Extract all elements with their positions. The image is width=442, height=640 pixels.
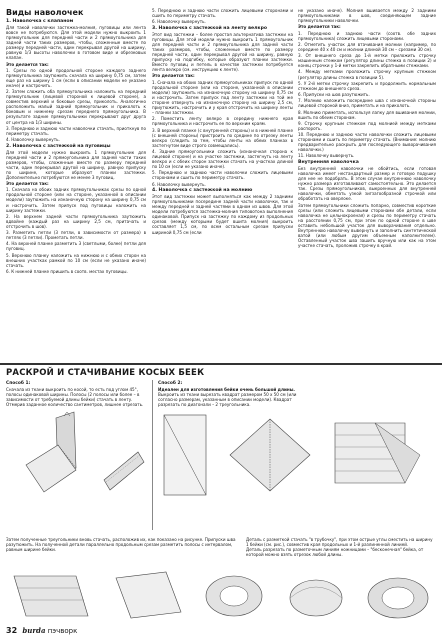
text-column-1 bbox=[6, 8, 146, 275]
column-divider bbox=[152, 380, 153, 530]
section-divider bbox=[0, 363, 442, 365]
paragraph: 5. Переднюю и заднюю части наволочки сложить лицевыми сторонами и сшить по периметру стачать. bbox=[152, 170, 293, 181]
method-1-caption bbox=[6, 381, 146, 407]
method-2-text-2: Деталь с разметкой стачать "в трубочку", при этом острые углы сместить на ширину 1 бейки (см. рис.), совместив края продольных и 1-й разлиненной линией. bbox=[246, 537, 433, 548]
paragraph: 3. От внешнего среза до 1-й метки приложить строчку машинным стежком (регулятор длины стежка в позиции 2) и конец строчки у 1-й метки закрепить обратными стежками. bbox=[298, 53, 436, 69]
paragraph: 3. Разметить петли (3 петли, в зависимости от размера) в петлях (3 петли). Прометать петли. bbox=[6, 230, 146, 241]
paragraph: 4. Между метками проложить строчку крупным стежком (регулятор длины стежка в позиции 5). bbox=[298, 69, 436, 80]
paragraph: 1. Сначала на обоих задних прямоугольниках припуск по одной продольной стороне (или на стороне, указанной в описании модели) заутюжить на изнаночную сторону на ширину 0,75 см и настрочить. Затем припуск под ленту застежки на той же стороне отвернуть на изнаночную сторону на ширину 2,5 см, приутюжить, настрочить и у края отстрочить на ширину ленты – планки застежки. bbox=[152, 79, 293, 115]
method-2-caption bbox=[158, 381, 308, 407]
paragraph: Без внутренней наволочки не обойтись, если готовая наволочка имеет нестандартный размер и готовую подушку для нее не подобрать. В этом случае внутреннюю наволочку нужно размера изготавливают самостоятельно. Это делается так. Срезы прямоугольников, выкроенных для внутренней наволочки, обметать узкой зигзагообразной строчкой или обработать на оверлоке. bbox=[298, 166, 436, 202]
paragraph: 1. Срезы по одной продольной стороне каждого заднего прямоугольника заутюжить сначала на ширину 0,75 см, затем еще раз на ширину 1 см (если в описании модели не указано иначе) и настрочить. bbox=[6, 67, 146, 88]
subsection-title-zipper: 4. Наволочка с застежкой на молнию bbox=[152, 188, 253, 194]
paragraph: 6. Наволочку вывернуть. bbox=[152, 181, 206, 187]
section-title: Виды наволочек bbox=[6, 8, 84, 17]
paragraph: 2. На верхнем задней части прямоугольника заутюжить вдвойне (каждый раз на ширину 2,5 см, притачать и отстрочить в шов). bbox=[6, 213, 146, 229]
method-2-text: Выкроить из ткани вырезать квадрат размером 50 х 50 см (или согласно размерам, указанным в описании модели). Квадрат разрезать по диагонали – 2 треугольника. bbox=[158, 392, 297, 408]
page-footer bbox=[6, 626, 77, 636]
instructions-label: Это делается так: bbox=[298, 24, 341, 30]
brand-subtitle: пэчворк bbox=[47, 627, 78, 635]
text-column-3 bbox=[298, 8, 436, 249]
paragraph: 2. Отметить участок для втачивания молнии (например, по середине 40 х 40 см и молнии длиной 30 см – срезами 30 см). bbox=[298, 41, 436, 52]
paragraph: 1. Переднюю и заднюю части (соотв. обе задних прямоугольника) сложить лицевыми сторонами. bbox=[298, 30, 436, 41]
paragraph: 6. К нижней планке пришить в соотв. местах пуговицы. bbox=[6, 269, 128, 274]
paragraph: 6. Наволочку вывернуть. bbox=[152, 19, 206, 25]
instructions-label: Это делается так: bbox=[6, 181, 49, 187]
subsection-title-buttons: 2. Наволочка с застежкой на пуговицы bbox=[6, 143, 111, 149]
paragraph: 7. Молнию наложить посередине шва с изнаночной стороны лицевой стороной вниз, приметать и на приколоть. bbox=[298, 98, 436, 109]
paragraph: Этот вид застежки – более простая альтернатива застежки на пуговицы. Для этой модели нужно выкроить 1 прямоугольник для передней части и 2 прямоугольника для задней части таких размеров, чтобы, сложенные вместе по размеру передней части, один перекрывал другой на ширину, равную припуску на подгибку, которые образуют планки застежки. Вместо пуговиц и петель в качестве застежки потребуется лента велкро (см. инструкцию к ленте). bbox=[152, 31, 293, 73]
paragraph: Для этой модели нужно выкроить 1 прямоугольник для передней части и 2 прямоугольника для задней части таких размеров, чтобы, сложенные вместе по размеру передней части, один перекрывал другой на ширину, равную припуску по ширине, которые образуют планки застежки. Дополнительно потребуются не менее 3 пуговиц. bbox=[6, 149, 146, 180]
instructions-label: Это делается так: bbox=[152, 73, 195, 79]
instructions-label: Это делается так: bbox=[6, 61, 49, 67]
bias-strip-illustration bbox=[6, 410, 148, 510]
method-1-label: Способ 1: bbox=[6, 381, 31, 386]
paragraph: не указано иначе). Молния вшивается между 2 задними прямоугольниками в шов, соединяющем задние прямоугольники наволочки. bbox=[298, 8, 436, 24]
paragraph: 2. Поместить ленту велкро в середину нижнего края прямоугольника и настрочить ее по верхним краям. bbox=[152, 116, 293, 127]
bias-tube-illustrations bbox=[6, 568, 438, 623]
page-number: 32 bbox=[6, 626, 18, 635]
bias-section-title: РАСКРОЙ И СТАЧИВАНИЕ КОСЫХ БЕЕК bbox=[6, 368, 205, 378]
paragraph: 8. Молнию приметать, используя лапку для вшивания молнии, вшить по обеим сторонам. bbox=[298, 109, 436, 120]
subsection-title-velcro: 3. Наволочка с застежкой на ленту велкро bbox=[152, 25, 268, 31]
paragraph: 3. В верхний планке (с внутренней стороны) и в нижней планке (с внешней стороны) пристроить по средине по отрезку ленты велкро (следить за тем, чтобы ленты на обеих планках в застегнутом виде строго совмещались). bbox=[152, 127, 293, 148]
paragraph: 9. Строчку крупным стежком под молнией между метками распороть. bbox=[298, 120, 436, 131]
method-2-continuation bbox=[246, 537, 436, 557]
paragraph: 3. Переднюю и заднюю части наволочки стачать, приоткнув по периметру стачать. bbox=[6, 125, 146, 136]
paragraph: 5. Верхнюю планку наложить на нижнюю и с обеих сторон на внешних участках рамкой по 10 см (если не указано иначе) стачать. bbox=[6, 252, 146, 268]
paragraph: 4. Задние прямоугольники сложить (изнаночная сторона к лицевой стороне) и на участке застежки, застегнуть на ленту велкро и с обеих сторон застежки стачать на участках длиной по 10 см (если не указано иначе). bbox=[152, 148, 293, 170]
method-1-text: Сначала из ткани выкроить по косой, то есть под углом 45°, полосы одинаковой ширины. Полосы (2 полосы или более – в зависимости от требуемой длины бейки) стачать в ленту. Отмерив заданное количество сантиметров, лишнее отрезать. bbox=[6, 387, 144, 408]
paragraph: 5. Переднюю и заднюю части сложить лицевыми сторонами и сшить по периметру стачать. bbox=[152, 8, 293, 19]
paragraph: 5. У 2-й метки строчку закрепить и продолжить нормальным стежком до внешнего среза. bbox=[298, 80, 436, 91]
paragraph: 4. Наволочку вывернуть. bbox=[6, 137, 60, 143]
method-2-headline: Идеален для изготовления бейки очень большой длины. bbox=[158, 387, 295, 393]
paragraph: 10. Переднюю и заднюю части наволочки сложить лицевыми сторонами и сшить по периметру стачать. (Внимание: молнию предварительно раскрыть для последующего выворачивания наволочки.) bbox=[298, 132, 436, 153]
paragraph: 4. На верхней планке разметить 3 (светлыми, более) петли для пуговиц. bbox=[6, 241, 146, 252]
paragraph: 11. Наволочку вывернуть. bbox=[298, 153, 355, 159]
paragraph: Для такой наволочки застежка-молния, пуговицы или лента вовсе не потребуются. Для этой модели нужно выкроить 1 прямоугольник для передней части и 2 прямоугольника для задней части таких размеров, чтобы, сложенные вместе по размеру передней части, один перекрывал другой на ширину, равную 1/3 высоты наволочки в готовом виде и обрезковых клапан. bbox=[6, 25, 146, 61]
method-2-label: Способ 2: bbox=[158, 381, 183, 386]
method-1-continuation: Затем полученные треугольники вновь стачать, расположив их, как показано на рисунке. Припуски шва разутюжить. На полученной детали параллельно продольным срезам разметить полосы с интервалом, равным ширине бейки. bbox=[6, 537, 236, 553]
paragraph: 1. Сначала на обоих задних прямоугольниках срезы по одной продольной стороне (или на стороне, указанной в описании модели) заутюжить на изнаночную сторону на ширину 0,75 см и настрочить. Затем припуск под пуговицы наложить на ширину застежки. bbox=[6, 187, 146, 213]
paragraph: Этот вид застежки может выполняться как между 2 задними прямоугольниками посередине задней части наволочки, так и между передней и задней частями в одном из швов. Для этой модели потребуются застежка-молния типовотона выполнения одинаковой. Припуск на застежку по каждому из продольных срезов (между которыми будет вшита молния) выкроить составляет 1,5 см, по всем остальным срезам припуски шириной 0,75 см (если bbox=[152, 194, 293, 235]
subsection-title-inner-pillowcase: Внутренняя наволочка bbox=[298, 160, 359, 166]
bias-square-illustration bbox=[160, 405, 438, 525]
paragraph: 2. Затем сложить оба прямоугольника наложить на передний прямоугольник (лицевой стороной к лицевой стороне), а совместив верхний и боковые срезы, приколоть. Аналогично расположить малый задний прямоугольник и приколоть к боковым и нижнему срезам переднего прямоугольника. В результате задние прямоугольники перекрывают друг друга от центра на 1/3 ширины. bbox=[6, 89, 146, 125]
text-column-2 bbox=[152, 8, 293, 236]
subsection-title-flap: 1. Наволочка с клапаном bbox=[6, 19, 74, 24]
paragraph: 6. Припуски на шов разутюжить. bbox=[298, 92, 370, 98]
brand-logo: burda bbox=[22, 626, 46, 635]
method-2-text-3: Деталь разрезать по разметочным линиям ножницами – "бесконечная" бейка, от которой можно взять отрезок любой длины. bbox=[246, 547, 424, 558]
paragraph: Затем прямоугольники сложить попарно, совместив короткие срезы (или сложить лицевыми сторонами обе детали, если наволочка не цельнокроеная) и срезы по периметру стачать на расстоянии 0,75 см, при этом по одной стороне в шве оставить небольшой участок для выворачивания отдельно. Внутреннюю наволочку вывернуть и заполнить синтетической ватой (или любым другим объемным наполнителем). Оставленный участок шва зашить вручную или как на этом участке стачать, проложив строчку в край. bbox=[298, 202, 436, 248]
